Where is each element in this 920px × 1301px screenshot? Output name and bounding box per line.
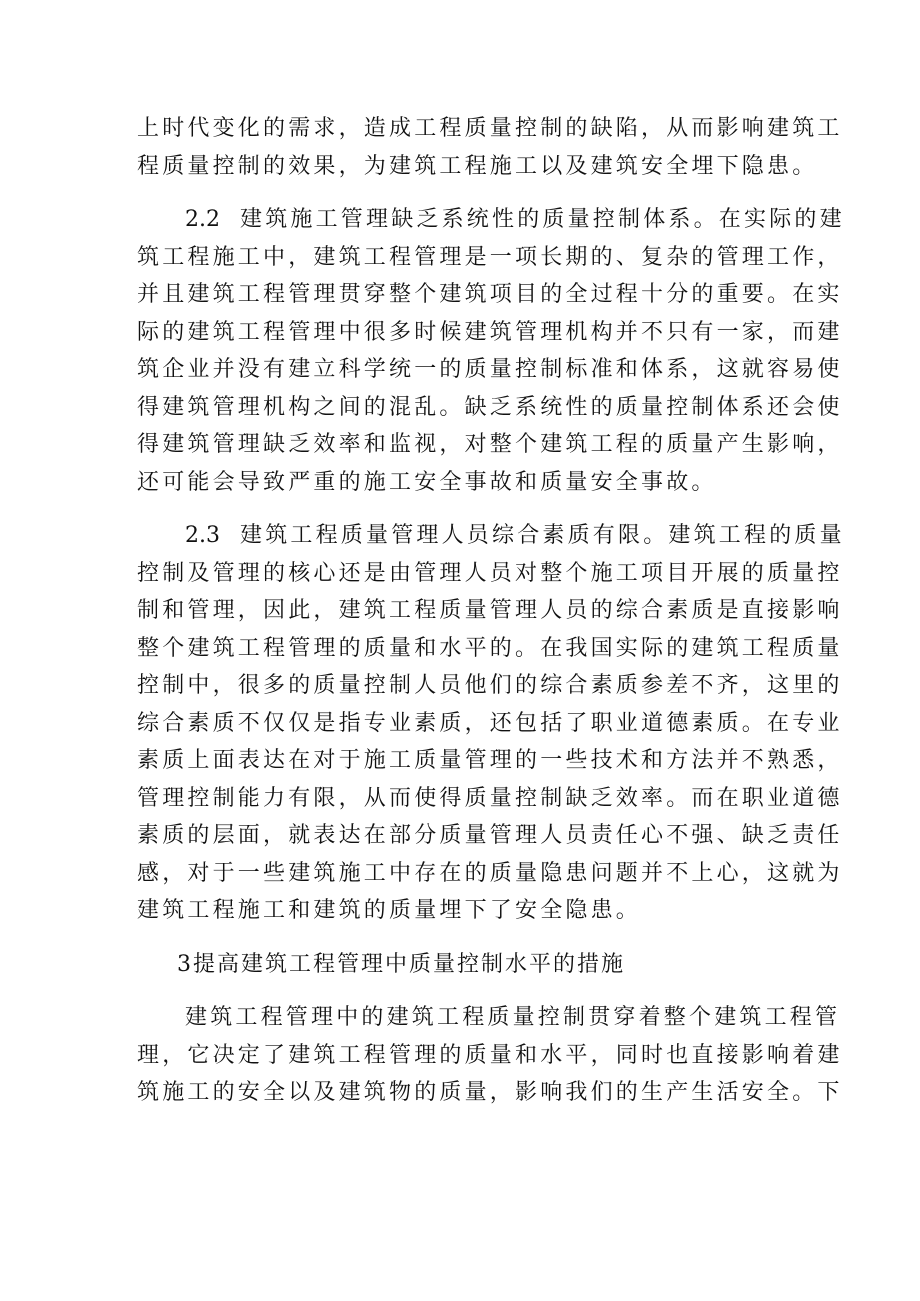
text-line: 素质上面表达在对于施工质量管理的一些技术和方法并不熟悉， [137, 748, 843, 773]
text-line: 还可能会导致严重的施工安全事故和质量安全事故。 [137, 469, 717, 495]
section-number: 2.2 [185, 207, 220, 232]
paragraph-gap [137, 930, 797, 946]
text-line: 建筑工程管理中的建筑工程质量控制贯穿着整个建筑工程管 [185, 1005, 841, 1030]
section-number: 2.3 [185, 523, 220, 548]
text-line: 筑工程施工中，建筑工程管理是一项长期的、复杂的管理工作， [137, 244, 843, 270]
text-line: 并且建筑工程管理贯穿整个建筑项目的全过程十分的重要。在实 [137, 282, 843, 307]
text-line: 程质量控制的效果，为建筑工程施工以及建筑安全埋下隐患。 [137, 153, 818, 179]
paragraph-gap [137, 501, 797, 517]
section-heading: 3提高建筑工程管理中质量控制水平的措施 [177, 951, 625, 977]
text-line: 整个建筑工程管理的质量和水平的。在我国实际的建筑工程质量 [137, 635, 843, 661]
paragraph-2-3 [137, 517, 845, 930]
paragraph-continuation [137, 110, 843, 185]
text-line: 综合素质不仅仅是指专业素质，还包括了职业道德素质。在专业 [137, 710, 843, 736]
paragraph-section-3 [137, 999, 843, 1112]
text-line: 控制及管理的核心还是由管理人员对整个施工项目开展的质量控 [137, 560, 843, 586]
text-line: 筑企业并没有建立科学统一的质量控制标准和体系，这就容易使 [137, 357, 843, 382]
text-line: 筑施工的安全以及建筑物的质量，影响我们的生产生活安全。下 [137, 1080, 843, 1105]
paragraph-gap [137, 983, 797, 999]
text-line: 建筑工程施工和建筑的质量埋下了安全隐患。 [137, 898, 642, 923]
text-line: 得建筑管理机构之间的混乱。缺乏系统性的质量控制体系还会使 [137, 394, 843, 420]
text-line: 素质的层面，就表达在部分质量管理人员责任心不强、缺乏责任 [137, 823, 843, 848]
paragraph-gap [137, 185, 797, 201]
text-line: 上时代变化的需求，造成工程质量控制的缺陷，从而影响建筑工 [137, 116, 843, 141]
text-line [137, 517, 845, 555]
paragraph-2-2 [137, 201, 845, 501]
text-line: 控制中，很多的质量控制人员他们的综合素质参差不齐，这里的 [137, 673, 843, 698]
text-line: 理，它决定了建筑工程管理的质量和水平，同时也直接影响着建 [137, 1042, 843, 1068]
section-lead-text: 建筑施工管理缺乏系统性的质量控制体系。在实际的建 [240, 207, 845, 232]
text-line: 得建筑管理缺乏效率和监视，对整个建筑工程的质量产生影响， [137, 432, 843, 457]
text-line: 管理控制能力有限，从而使得质量控制缺乏效率。而在职业道德 [137, 785, 843, 811]
section-lead-text: 建筑工程质量管理人员综合素质有限。建筑工程的质量 [240, 523, 845, 548]
text-line [137, 201, 845, 239]
text-line: 感，对于一些建筑施工中存在的质量隐患问题并不上心，这就为 [137, 860, 843, 886]
document-body [137, 110, 845, 1112]
text-line: 际的建筑工程管理中很多时候建筑管理机构并不只有一家，而建 [137, 319, 843, 345]
text-line: 制和管理，因此，建筑工程质量管理人员的综合素质是直接影响 [137, 598, 843, 623]
